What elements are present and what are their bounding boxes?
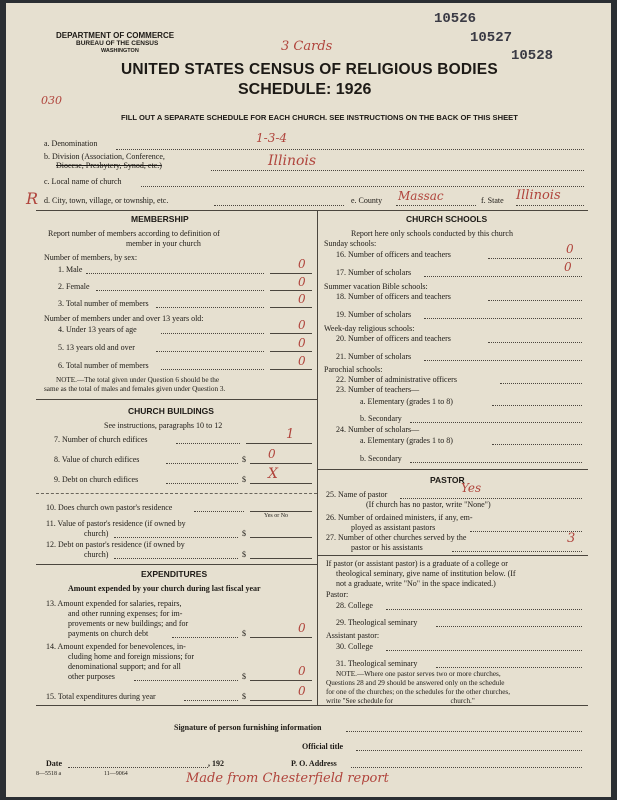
value-pastor-name: Yes [461, 481, 482, 495]
q7-dots [176, 443, 240, 444]
q12-dots [114, 558, 238, 559]
q18-field[interactable] [488, 300, 582, 301]
q24b-field[interactable] [410, 462, 582, 463]
q3-field[interactable] [270, 307, 312, 308]
date-field[interactable] [68, 767, 208, 768]
denomination-line[interactable] [116, 149, 584, 150]
label-sunday: Sunday schools: [324, 239, 377, 248]
membership-note-1: NOTE.—The total given under Question 6 should be the [56, 376, 220, 384]
q10-dots [194, 511, 244, 512]
label-q23b: b. Secondary [360, 414, 402, 423]
label-weekday: Week-day religious schools: [324, 324, 415, 333]
label-q27a: 27. Number of other churches served by the [326, 533, 467, 542]
local-name-line[interactable] [141, 186, 584, 187]
q11-dots [114, 537, 238, 538]
q20-field[interactable] [488, 342, 582, 343]
department-name: DEPARTMENT OF COMMERCE [56, 31, 175, 40]
label-summer: Summer vacation Bible schools: [324, 282, 428, 291]
pastor-title: PASTOR [430, 475, 465, 485]
value-value-edifices: 0 [268, 447, 276, 461]
label-q8: 8. Value of church edifices [54, 455, 140, 464]
label-q31: 31. Theological seminary [336, 659, 418, 668]
q25-field[interactable] [400, 498, 582, 499]
expenditures-title: EXPENDITURES [141, 569, 208, 579]
label-q9: 9. Debt on church edifices [54, 475, 139, 484]
q8-dollar: $ [242, 455, 246, 464]
value-other-churches: 3 [567, 531, 576, 546]
handwritten-cards: 3 Cards [281, 39, 333, 54]
value-total-members: 0 [298, 292, 306, 306]
rule-schools-end [317, 469, 588, 470]
label-q25b: (If church has no pastor, write "None") [366, 500, 491, 509]
q31-field[interactable] [436, 667, 582, 668]
q12-field[interactable] [250, 558, 312, 559]
label-state: f. State [481, 196, 504, 205]
label-q11a: 11. Value of pastor's residence (if owned by [46, 519, 186, 528]
label-parochial: Parochial schools: [324, 365, 383, 374]
buildings-title: CHURCH BUILDINGS [128, 406, 214, 416]
label-pastor-sub: Pastor: [326, 590, 349, 599]
q4-dots [161, 333, 264, 334]
q8-field[interactable] [250, 463, 312, 464]
label-q14b: cluding home and foreign missions; for [68, 652, 194, 661]
rule-bottom [36, 705, 588, 706]
value-benevolences: 0 [298, 664, 306, 678]
bureau-city: WASHINGTON [101, 48, 139, 54]
label-q23a: a. Elementary (grades 1 to 8) [360, 397, 453, 406]
grad-text-2: theological seminary, give name of institution below. (If [336, 569, 516, 578]
label-q24a: a. Elementary (grades 1 to 8) [360, 436, 453, 445]
label-q6: 6. Total number of members [58, 361, 149, 370]
expenditures-subtitle: Amount expended by your church during last fiscal year [68, 584, 261, 593]
q22-field[interactable] [500, 383, 582, 384]
label-q12b: church) [84, 550, 109, 559]
label-by-sex: Number of members, by sex: [44, 253, 138, 262]
label-q14c: denominational support; and for all [68, 662, 181, 671]
form-title: UNITED STATES CENSUS OF RELIGIOUS BODIES [121, 61, 498, 78]
value-under13: 0 [298, 318, 306, 332]
label-official-title: Official title [302, 742, 344, 751]
label-q24: 24. Number of scholars— [336, 425, 420, 434]
value-state: Illinois [516, 188, 561, 203]
label-q26b: ployed as assistant pastors [351, 523, 436, 532]
q8-dots [166, 463, 238, 464]
q7-field[interactable] [246, 443, 312, 444]
q15-field[interactable] [250, 700, 312, 701]
label-q11b: church) [84, 529, 109, 538]
form-number-1: 8—5518 a [36, 771, 62, 777]
q11-dollar: $ [242, 529, 246, 538]
value-county: Massac [398, 189, 444, 203]
q12-dollar: $ [242, 550, 246, 559]
po-address-field[interactable] [351, 767, 582, 768]
value-total6: 0 [298, 354, 306, 368]
q21-field[interactable] [424, 360, 582, 361]
label-q27b: pastor or his assistants [351, 543, 423, 552]
q2-dots [96, 290, 264, 291]
q16-field[interactable] [488, 258, 582, 259]
value-salaries: 0 [298, 621, 306, 635]
label-q10: 10. Does church own pastor's residence [46, 503, 173, 512]
q3-dots [156, 307, 264, 308]
q23a-field[interactable] [492, 405, 582, 406]
label-q15: 15. Total expenditures during year [46, 692, 156, 701]
label-division-2: Diocese, Presbytery, Synod, etc.) [56, 161, 162, 170]
q14-dots [134, 680, 238, 681]
q28-field[interactable] [386, 609, 582, 610]
label-q28: 28. College [336, 601, 373, 610]
label-city: d. City, town, village, or township, etc. [44, 196, 169, 205]
q13-dots [172, 637, 238, 638]
handwritten-code: 030 [41, 94, 62, 107]
grad-text-1: If pastor (or assistant pastor) is a graduate of a college or [326, 559, 508, 568]
state-line[interactable] [516, 205, 584, 206]
q13-field[interactable] [250, 637, 312, 638]
q17-field[interactable] [424, 276, 582, 277]
q2-field[interactable] [270, 290, 312, 291]
label-q1: 1. Male [58, 265, 83, 274]
official-title-field[interactable] [356, 750, 582, 751]
q24a-field[interactable] [492, 444, 582, 445]
label-q5: 5. 13 years old and over [58, 343, 135, 352]
label-local-name: c. Local name of church [44, 177, 122, 186]
q15-dollar: $ [242, 692, 246, 701]
stamp-number-2: 10527 [470, 30, 513, 46]
value-division: Illinois [268, 153, 317, 169]
q11-field[interactable] [250, 537, 312, 538]
city-line[interactable] [214, 205, 344, 206]
label-q25: 25. Name of pastor [326, 490, 388, 499]
value-debt-edifices: X [268, 466, 278, 482]
value-sunday-officers: 0 [566, 242, 574, 256]
q23b-field[interactable] [410, 422, 582, 423]
label-q16: 16. Number of officers and teachers [336, 250, 451, 259]
label-q29: 29. Theological seminary [336, 618, 418, 627]
label-q26a: 26. Number of ordained ministers, if any, em- [326, 513, 473, 522]
schools-subtitle: Report here only schools conducted by this church [351, 229, 513, 238]
q9-dollar: $ [242, 475, 246, 484]
q14-dollar: $ [242, 672, 246, 681]
q13-dollar: $ [242, 629, 246, 638]
handwritten-footer-note: Made from Chesterfield report [186, 771, 389, 786]
membership-title: MEMBERSHIP [131, 214, 189, 224]
q5-dots [156, 351, 264, 352]
label-q22: 22. Number of administrative officers [336, 375, 457, 384]
q26-field[interactable] [470, 531, 582, 532]
label-q19: 19. Number of scholars [336, 310, 412, 319]
q4-field[interactable] [270, 333, 312, 334]
rule-buildings-dash [36, 493, 317, 494]
label-q20: 20. Number of officers and teachers [336, 334, 451, 343]
pastor-note-4: write "See schedule for church." [326, 697, 475, 705]
schedule-title: SCHEDULE: 1926 [238, 81, 372, 98]
label-assistant-sub: Assistant pastor: [326, 631, 380, 640]
value-total-exp: 0 [298, 684, 306, 698]
bureau-name: BUREAU OF THE CENSUS [76, 40, 159, 47]
stamp-number-1: 10526 [434, 11, 477, 27]
q9-dots [166, 483, 238, 484]
label-q17: 17. Number of scholars [336, 268, 412, 277]
buildings-subtitle: See instructions, paragraphs 10 to 12 [104, 421, 223, 430]
value-over13: 0 [298, 336, 306, 350]
label-q13a: 13. Amount expended for salaries, repairs, [46, 599, 182, 608]
handwritten-mark-r: R [26, 189, 39, 208]
form-number-2: 11—9064 [104, 771, 128, 777]
q1-dots [86, 273, 264, 274]
census-schedule-sheet [6, 3, 611, 797]
label-age: Number of members under and over 13 years old: [44, 314, 204, 323]
label-year: , 192 [208, 759, 224, 768]
q6-dots [161, 369, 264, 370]
label-q21: 21. Number of scholars [336, 352, 412, 361]
stamp-number-3: 10528 [511, 48, 554, 64]
q6-field[interactable] [270, 369, 312, 370]
q1-field[interactable] [270, 273, 312, 274]
label-q3: 3. Total number of members [58, 299, 149, 308]
q14-field[interactable] [250, 680, 312, 681]
pastor-note-3: for one of the churches; on the schedules for the other churches, [326, 688, 511, 696]
q29-field[interactable] [436, 626, 582, 627]
signature-field[interactable] [346, 731, 582, 732]
label-q13d: payments on church debt [68, 629, 149, 638]
label-q14a: 14. Amount expended for benevolences, in- [46, 642, 186, 651]
q10-field[interactable] [250, 511, 312, 512]
instruction-line: FILL OUT A SEPARATE SCHEDULE FOR EACH CHURCH. SEE INSTRUCTIONS ON THE BACK OF THIS SHEET [121, 113, 518, 122]
membership-intro-1: Report number of members according to definition of [48, 229, 220, 238]
q19-field[interactable] [424, 318, 582, 319]
label-q2: 2. Female [58, 282, 90, 291]
pastor-note-2: Questions 28 and 29 should be answered only on the schedule [326, 679, 505, 687]
pastor-note-1: NOTE.—Where one pastor serves two or more churches, [336, 670, 501, 678]
rule-center [317, 210, 318, 705]
label-date: Date [46, 759, 62, 768]
q9-field[interactable] [250, 483, 312, 484]
label-q30: 30. College [336, 642, 373, 651]
division-line[interactable] [211, 170, 584, 171]
yes-no-hint: Yes or No [264, 513, 289, 519]
rule-membership-end [36, 399, 317, 400]
county-line[interactable] [396, 205, 476, 206]
q15-dots [184, 700, 238, 701]
value-edifices: 1 [286, 427, 295, 442]
value-female: 0 [298, 275, 306, 289]
value-sunday-scholars: 0 [564, 260, 572, 274]
label-q7: 7. Number of church edifices [54, 435, 148, 444]
label-division: b. Division (Association, Conference, [44, 152, 165, 161]
label-po-address: P. O. Address [291, 759, 337, 768]
label-q13b: and other running expenses; for im- [68, 609, 183, 618]
q30-field[interactable] [386, 650, 582, 651]
rule-pastor-mid [317, 555, 588, 556]
value-male: 0 [298, 257, 306, 271]
label-county: e. County [351, 196, 383, 205]
rule-top [36, 210, 588, 211]
q5-field[interactable] [270, 351, 312, 352]
label-signature: Signature of person furnishing information [174, 723, 322, 732]
label-q14d: other purposes [68, 672, 115, 681]
label-q4: 4. Under 13 years of age [58, 325, 137, 334]
membership-note-2: same as the total of males and females given under Question 3. [44, 385, 226, 393]
membership-intro-2: member in your church [126, 239, 201, 248]
rule-buildings-end [36, 564, 317, 565]
schools-title: CHURCH SCHOOLS [406, 214, 488, 224]
label-denomination: a. Denomination [44, 139, 98, 148]
label-q12a: 12. Debt on pastor's residence (if owned by [46, 540, 185, 549]
label-q23: 23. Number of teachers— [336, 385, 420, 394]
label-q24b: b. Secondary [360, 454, 402, 463]
label-q13c: provements or new buildings; and for [68, 619, 189, 628]
label-q18: 18. Number of officers and teachers [336, 292, 451, 301]
value-denomination: 1-3-4 [256, 131, 288, 145]
q27-field[interactable] [452, 551, 582, 552]
grad-text-3: not a graduate, write "No" in the space indicated.) [336, 579, 496, 588]
